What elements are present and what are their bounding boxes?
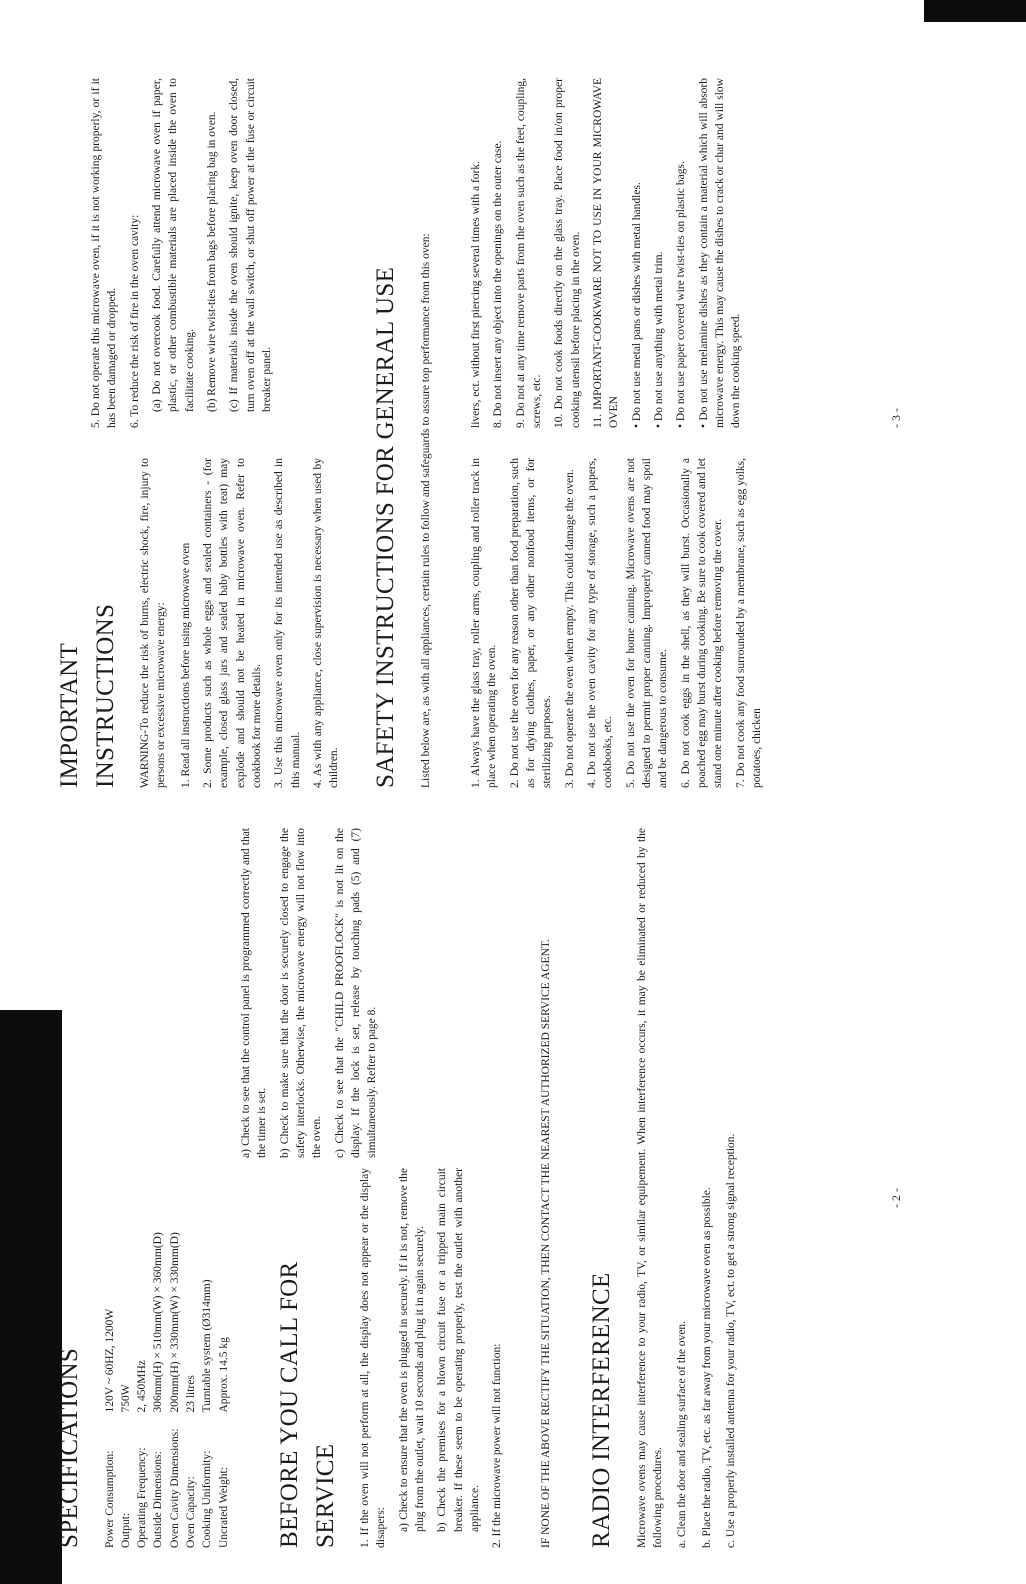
specifications-table [102,1216,233,1548]
important-item-2: 2. Some products such as whole eggs and sealed containers - (for example, closed glass jars and sealed baby bottles with teat) may explode and should not be heated in microwave oven. Refer to cookbook for more details. [201,458,263,788]
spec-row [199,1216,215,1548]
important-heading: IMPORTANT INSTRUCTIONS [56,603,119,788]
spec-value: 200mm(H) × 330mm(W) × 330mm(D) [168,1232,181,1413]
spec-label: Outside Dimensions: [152,1451,165,1548]
safety-item-3: 3. Do not operate the oven when empty. This could damage the oven. [563,469,576,788]
service-right-column [238,828,387,1158]
service-item-1: 1. If the oven will not perform at all, the display does not appear or the display disapers: [359,1168,388,1548]
spec-value: 23 litres [185,1375,198,1413]
service-item-2b: b) Check to make sure that the door is securely closed to engage the safety interlocks. Otherwise, the microwave energy will not flow into the oven. [278,828,324,1158]
important-list-continued [88,78,275,428]
spec-row [183,1216,199,1548]
radio-intro: Microwave ovens may cause interference to your radio, TV, or similar equipement. When interference occurs, it may be eliminated or reduced by the following procedures. [635,828,665,1548]
spec-label: Oven Capacity: [185,1476,198,1548]
safety-item-6: 6. Do not cook eggs in the shell, as they will burst. Occasionally a poached egg may burst during cooking. Be sure to cook covered and let stand one minute after cooking before removing the cover. [679,458,725,788]
page-number-right: - 3 - [889,408,903,428]
cookware-item-2: • Do not use anything with metal trim. [652,251,665,428]
safety-item-4: 4. Do not use the oven cavity for any type of storage, such a papers, cookbooks, etc. [585,458,615,788]
safety-heading-block [368,68,442,788]
rotated-manual-spread [28,38,1018,1578]
spec-value: Turntable system (Ø314mm) [201,1279,214,1413]
important-item-6b: (b) Remove wire twist-ties from bags before placing bag in oven. [205,111,218,412]
important-item-3: 3. Use this microwave oven only for its intended use as described in this manual. [273,458,302,788]
safety-item-1: 1. Always have the glass tray, roller arms, coupling and roller track in place when operating the oven. [470,458,499,788]
spec-label: Output: [119,1512,132,1548]
important-item-1: 1. Read all instructions before using microwave oven [179,542,192,788]
left-page-column [52,1168,512,1548]
spec-label: Operating Frequency: [136,1447,149,1548]
radio-step-b: b. Place the radio, TV, etc. as far away from your microwave oven as possible. [700,1187,713,1548]
service-notice: IF NONE OF THE ABOVE RECTIFY THE SITUATION, THEN CONTACT THE NEAREST AUTHORIZED SERVICE AGENT. [540,939,552,1548]
important-list [178,458,343,788]
safety-column-1 [468,458,771,788]
service-heading: BEFORE YOU CALL FOR SERVICE [276,1261,339,1548]
service-list [357,1168,506,1548]
important-column-2 [88,78,281,428]
page-number-left: - 2 - [889,1188,903,1208]
safety-heading: SAFETY INSTRUCTIONS FOR GENERAL USE [372,266,399,788]
safety-item-8: 8. Do not insert any object into the openings on the outer case. [492,140,505,428]
safety-item-7: 7. Do not cook any food surrounded by a membrane, such as egg yolks, potatoes, chicken [734,458,763,788]
radio-step-c: c. Use a properly installed antenna for your radio, TV, ect. to get a strong signal reception. [725,1133,738,1548]
spec-label: Uncrated Weight: [217,1467,230,1548]
spec-value: 750W [119,1384,132,1413]
scan-edge-shadow-top [924,0,1026,22]
service-item-2c: c) Check to see that the "CHILD PROOFLOCK" is not lit on the display. If the lock is set, release by touching pads (5) and (7) simultaneously. Refter to page 8. [333,828,379,1158]
cookware-item-4: • Do not use melamine dishes as they contain a material which will absorb microwave energy. This may cause the dishes to crack or char and will slow down the cooking speed. [697,78,743,428]
radio-step-a: a. Clean the door and sealing surface of the oven. [676,1320,689,1548]
safety-list-continued [468,78,745,428]
important-column-1 [52,458,349,788]
safety-item-5: 5. Do not use the oven for home canning. Microwave ovens are not designed to permit proper canning. Improperly canned food may spoil and be dangerous to consume. [624,458,670,788]
spec-label: Power Consumption: [103,1450,116,1548]
important-item-6c: (c) If materials inside the oven should ignite, keep oven door closed, turn oven off at the wall switch, or shut off power at the fuse or circuit breaker panel. [228,78,273,412]
service-item-1b: b) Check the premises for a blown circuit fuse or a tripped main circuit breaker. If these seem to be operating properly, test the outlet with another appliance. [436,1168,482,1532]
safety-item-2: 2. Do not use the oven for any reason other than food preparation, such as for drying clothes, paper, or any other nonfood items, or for sterilizing purposes. [508,458,554,788]
safety-item-9: 9. Do not at any time remove parts from the oven such as the feet, coupling, screws, etc. [514,78,543,428]
cookware-item-3: • Do not use paper covered wire twist-ties on plastic bags. [675,161,688,428]
spec-row [150,1216,166,1548]
safety-column-2 [468,78,751,428]
safety-intro: Listed below are, as with all appliances, certain rules to follow and safeguards to assure top performance from this oven: [419,233,432,788]
warning-text: WARNING-To reduce the risk of burns, electric shock, fire, injury to persons or excessive microwave energy: [139,458,168,788]
spec-row [118,1216,134,1548]
spec-value: 2, 450MHz [136,1360,149,1413]
safety-item-11: 11. IMPORTANT-COOKWARE NOT TO USE IN YOUR MICROWAVE OVEN [591,78,621,428]
important-item-4: 4. As with any appliance, close supervision is necessary when used by children. [311,458,341,788]
important-item-6a: (a) Do not overcook food. Carefully attend microwave oven if paper, plastic, or other combustible materials are placed inside the oven to facilitate cooking. [150,78,196,412]
spec-value: 306mm(H) × 510mm(W) × 360mm(D) [152,1232,165,1413]
important-item-5: 5. Do not operate this microwave oven, if it is not working properly, or if it has been damaged or dropped. [90,78,119,428]
service-item-2: 2. If the microwave power will not function: [491,1343,504,1548]
spec-label: Oven Cavity Dimensions: [168,1428,181,1548]
left-lower-column [518,828,747,1548]
safety-item-7-cont: livers, ect. without first piercing several times with a fork. [470,161,482,428]
spec-row [216,1216,232,1548]
cookware-item-1: • Do not use metal pans or dishes with metal handles. [630,182,643,428]
spec-value: 120V ~ 60HZ, 1200W [103,1308,116,1413]
specifications-heading: SPECIFICATIONS [56,1347,83,1548]
safety-list [468,458,765,788]
spec-label: Cooking Uniformity: [201,1450,214,1548]
service-item-1a: a) Check to ensure that the oven is plugged in securely. If it is not, remove the plug from the outlet, wait 10 seconds and plug it in again securely. [397,1168,427,1532]
spec-row [102,1216,118,1548]
safety-item-10: 10. Do not cook foods directly on the glass tray. Place food in/on proper cooking utensil before placing in the oven. [553,78,582,428]
service-item-2a: a) Check to see that the control panel is programmed correctly and that the timer is set. [240,828,269,1158]
spec-row [167,1216,183,1548]
spec-row [134,1216,150,1548]
service-sublist [238,828,381,1158]
important-item-6: 6. To reduce the risk of fire in the oven cavity: [128,214,141,428]
spec-value: Approx. 14.5 kg [217,1337,230,1413]
radio-heading: RADIO INTERFERENCE [588,1272,616,1548]
